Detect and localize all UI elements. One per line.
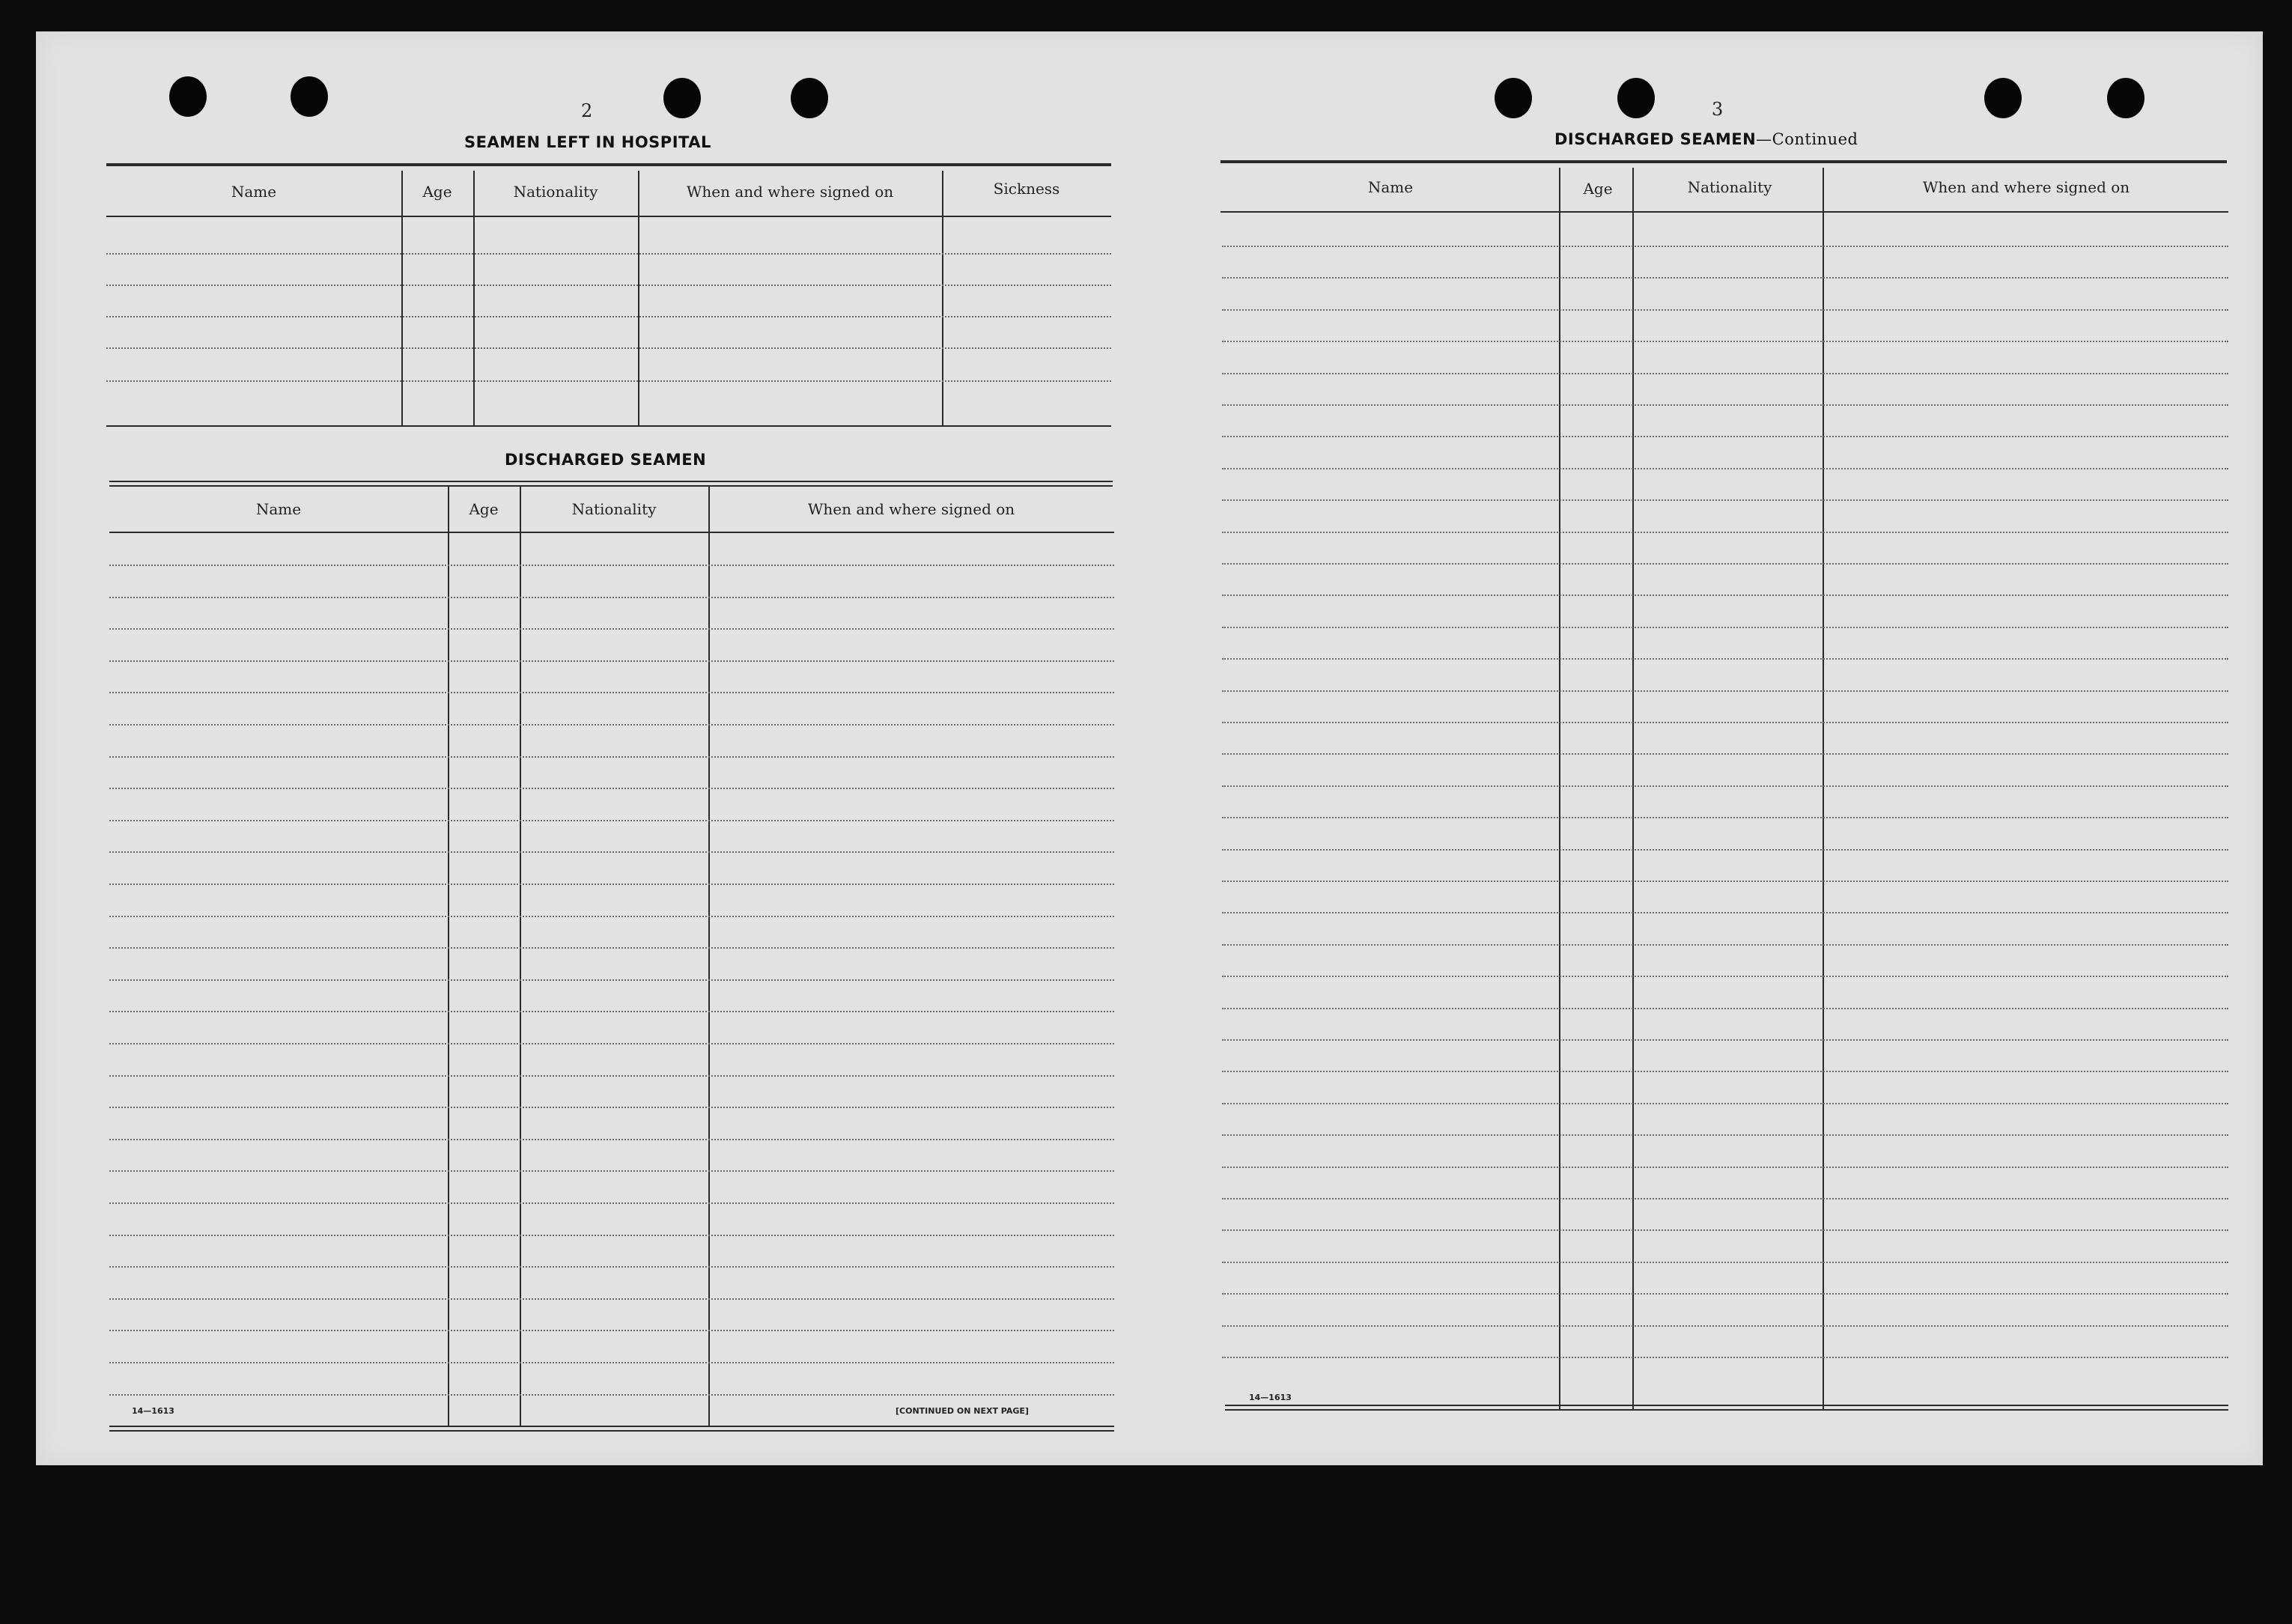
ruled-line xyxy=(1222,499,2228,501)
column-divider xyxy=(1559,168,1560,1411)
ruled-line xyxy=(109,851,1114,853)
ruled-line xyxy=(109,1394,1114,1396)
punch-hole xyxy=(663,78,701,118)
ruled-line xyxy=(109,597,1114,598)
ruled-line xyxy=(109,1330,1114,1331)
ruled-line xyxy=(1222,658,2228,660)
ruled-line xyxy=(109,788,1114,789)
header-bottom-rule xyxy=(1221,211,2228,213)
table-top-rule xyxy=(109,481,1113,482)
ruled-line xyxy=(109,916,1114,917)
ruled-line xyxy=(1222,1071,2228,1072)
table-top-rule xyxy=(1221,160,2227,163)
ruled-line xyxy=(109,756,1114,758)
punch-hole xyxy=(2107,78,2144,118)
ruled-line xyxy=(106,316,1111,317)
ruled-line xyxy=(109,947,1114,949)
column-header-signed-on: When and where signed on xyxy=(686,183,894,201)
ruled-line xyxy=(1222,785,2228,787)
ruled-line xyxy=(109,565,1114,566)
ruled-line xyxy=(1222,1262,2228,1263)
ruled-line xyxy=(109,1043,1114,1044)
ruled-line xyxy=(109,1362,1114,1363)
ruled-line xyxy=(1222,594,2228,596)
ruled-line xyxy=(1222,532,2228,533)
ruled-line xyxy=(1222,1325,2228,1327)
ruled-line xyxy=(109,1011,1114,1012)
column-divider xyxy=(708,485,710,1427)
column-divider xyxy=(638,171,639,425)
table-bottom-rule xyxy=(1225,1405,2228,1406)
table-top-rule xyxy=(109,485,1113,487)
ruled-line xyxy=(109,884,1114,885)
column-divider xyxy=(1823,168,1824,1411)
column-header-age: Age xyxy=(469,500,499,518)
ruled-line xyxy=(109,628,1114,630)
ruled-line xyxy=(109,1139,1114,1140)
ruled-line xyxy=(1222,976,2228,977)
column-header-age: Age xyxy=(1583,180,1613,198)
ruled-line xyxy=(1222,246,2228,247)
form-number: 14—1613 xyxy=(1249,1393,1292,1402)
ruled-line xyxy=(109,1266,1114,1268)
column-divider xyxy=(401,171,403,425)
ruled-line xyxy=(1222,1198,2228,1199)
ruled-line xyxy=(1222,1008,2228,1009)
ruled-line xyxy=(1222,1134,2228,1136)
ruled-line xyxy=(1222,722,2228,723)
scanned-form-sheet xyxy=(36,31,2263,1465)
ruled-line xyxy=(1222,817,2228,818)
ruled-line xyxy=(1222,1167,2228,1168)
ruled-line xyxy=(1222,373,2228,374)
column-header-sickness: Sickness xyxy=(993,180,1060,198)
ruled-line xyxy=(109,1107,1114,1108)
section-title: SEAMEN LEFT IN HOSPITAL xyxy=(464,133,711,151)
ruled-line xyxy=(1222,881,2228,882)
ruled-line xyxy=(109,692,1114,693)
ruled-line xyxy=(1222,341,2228,342)
section-title-main: DISCHARGED SEAMEN xyxy=(1554,130,1757,148)
ruled-line xyxy=(1222,849,2228,851)
punch-hole xyxy=(1495,78,1532,118)
ruled-line xyxy=(1222,436,2228,437)
ruled-line xyxy=(109,979,1114,981)
punch-hole xyxy=(169,76,207,117)
header-bottom-rule xyxy=(106,216,1111,217)
ruled-line xyxy=(109,1170,1114,1172)
column-header-signed-on: When and where signed on xyxy=(807,500,1015,518)
column-header-nationality: Nationality xyxy=(1687,178,1772,196)
ruled-line xyxy=(1222,1293,2228,1295)
column-divider xyxy=(1632,168,1634,1411)
column-header-nationality: Nationality xyxy=(571,500,657,518)
ruled-line xyxy=(1222,944,2228,946)
ruled-line xyxy=(106,253,1111,255)
column-divider xyxy=(448,485,449,1427)
ruled-line xyxy=(1222,563,2228,565)
ruled-line xyxy=(109,820,1114,821)
ruled-line xyxy=(109,1202,1114,1204)
ruled-line xyxy=(1222,690,2228,692)
section-title-suffix: —Continued xyxy=(1756,130,1858,148)
punch-hole xyxy=(791,78,828,118)
ruled-line xyxy=(1222,404,2228,406)
table-bottom-rule xyxy=(106,425,1111,427)
ruled-line xyxy=(1222,309,2228,311)
column-header-nationality: Nationality xyxy=(513,183,598,201)
section-title xyxy=(1554,130,1858,148)
section-title: DISCHARGED SEAMEN xyxy=(505,451,707,469)
column-header-name: Name xyxy=(1367,178,1414,196)
form-number: 14—1613 xyxy=(132,1406,174,1416)
ruled-line xyxy=(1222,1357,2228,1358)
punch-hole xyxy=(1617,78,1655,118)
ruled-line xyxy=(109,724,1114,726)
table-bottom-rule xyxy=(109,1426,1114,1427)
ruled-line xyxy=(109,660,1114,662)
ruled-line xyxy=(109,1298,1114,1300)
punch-hole xyxy=(291,76,328,117)
header-bottom-rule xyxy=(109,532,1114,533)
ruled-line xyxy=(1222,1229,2228,1231)
ruled-line xyxy=(1222,753,2228,755)
ruled-line xyxy=(109,1235,1114,1236)
ruled-line xyxy=(1222,468,2228,469)
ruled-line xyxy=(109,1075,1114,1077)
ruled-line xyxy=(1222,627,2228,628)
column-divider xyxy=(942,171,943,425)
column-header-name: Name xyxy=(255,500,302,518)
table-bottom-rule xyxy=(109,1430,1114,1432)
ruled-line xyxy=(1222,277,2228,279)
ruled-line xyxy=(1222,1103,2228,1104)
punch-hole xyxy=(1984,78,2022,118)
page-number: 3 xyxy=(1712,99,1724,120)
ruled-line xyxy=(106,285,1111,286)
ruled-line xyxy=(1222,1039,2228,1041)
table-bottom-rule xyxy=(1225,1409,2228,1411)
continued-note: [CONTINUED ON NEXT PAGE] xyxy=(896,1406,1029,1416)
column-header-name: Name xyxy=(231,183,277,201)
ruled-line xyxy=(106,347,1111,349)
column-divider xyxy=(473,171,475,425)
column-divider xyxy=(520,485,521,1427)
page-number: 2 xyxy=(581,100,593,121)
column-header-age: Age xyxy=(422,183,452,201)
table-top-rule xyxy=(106,163,1111,166)
ruled-line xyxy=(1222,912,2228,913)
column-header-signed-on: When and where signed on xyxy=(1922,178,2130,196)
ruled-line xyxy=(106,380,1111,382)
